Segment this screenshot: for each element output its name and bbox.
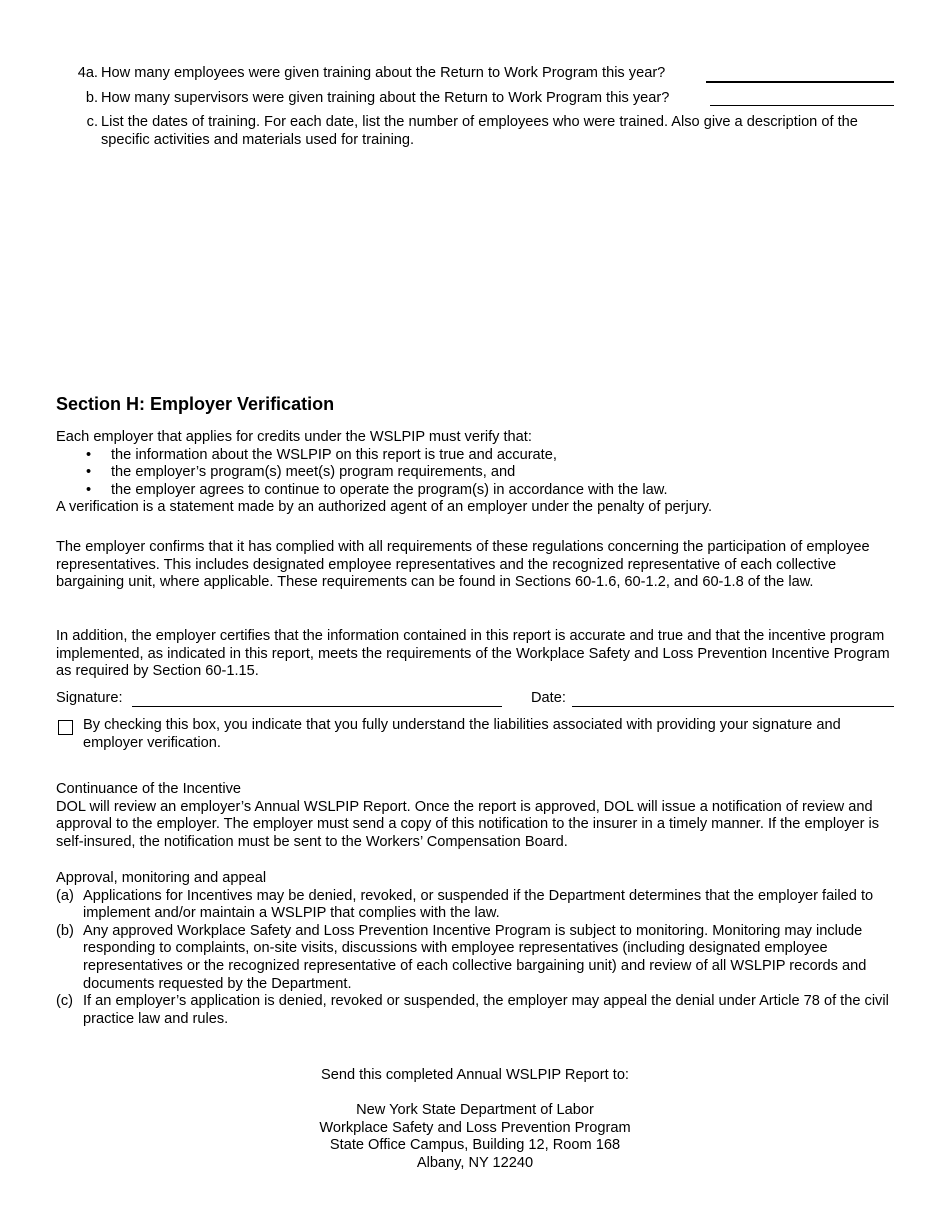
approval-item <box>56 923 896 993</box>
approval-item-text: Applications for Incentives may be denied, revoked, or suspended if the Department determines that the employer failed to implement and/or maintain a WSLPIP that complies with the law. <box>83 887 874 922</box>
question-text: How many supervisors were given training about the Return to Work Program this year? <box>101 90 670 106</box>
bullet-item: • the employer agrees to continue to operate the program(s) in accordance with the law. <box>56 482 896 500</box>
approval-section <box>56 870 896 1028</box>
signature-field[interactable] <box>132 706 502 707</box>
question-text: How many employees were given training about the Return to Work Program this year? <box>101 65 666 81</box>
address-line: Workplace Safety and Loss Prevention Program <box>319 1119 631 1136</box>
bullet-item: • the employer’s program(s) meet(s) program requirements, and <box>56 464 896 482</box>
answer-4a-field[interactable] <box>706 66 894 83</box>
address-line: State Office Campus, Building 12, Room 168 <box>329 1137 621 1154</box>
approval-item <box>56 993 896 1028</box>
verification-intro: Each employer that applies for credits under the WSLPIP must verify that: <box>56 429 532 445</box>
approval-item-text: Any approved Workplace Safety and Loss Prevention Incentive Program is subject to monitoring. Monitoring may include responding to complaints, on-site visits, discussions with employee representatives (including designated employee representatives or the recognized representative of each collective bargaining unit) and review of all WSLPIP records and documents requested by the Department. <box>83 922 867 992</box>
date-field[interactable] <box>572 706 894 707</box>
approval-item <box>56 888 896 923</box>
answer-4c-area[interactable] <box>97 155 895 370</box>
verification-requirements <box>56 429 896 517</box>
approval-item-label: (c) <box>56 993 74 1010</box>
continuance-heading: Continuance of the Incentive <box>56 781 241 797</box>
question-number: b. <box>85 90 98 106</box>
approval-item-text: If an employer’s application is denied, revoked or suspended, the employer may appeal the denial under Article 78 of the civil practice law and rules. <box>83 993 889 1027</box>
signature-label: Signature: <box>56 690 123 706</box>
question-number: c. <box>86 114 98 130</box>
compliance-paragraph: The employer confirms that it has complied with all requirements of these regulations concerning the participation of employee representatives. This includes designated employee representatives and the recognized representative of each collective bargaining unit, where applicable. These requirements can be found in Sections 60-1.6, 60-1.2, and 60-1.8 of the law. <box>56 539 870 591</box>
send-to-intro: Send this completed Annual WSLPIP Report to: <box>320 1067 629 1083</box>
address-line: Albany, NY 12240 <box>416 1154 534 1171</box>
verification-checkbox[interactable] <box>58 720 73 735</box>
continuance-text: DOL will review an employer’s Annual WSLPIP Report. Once the report is approved, DOL will issue a notification of review and approval to the employer. The employer must send a copy of this notification to the insurer in a timely manner. If the employer is self-insured, the notification must be sent to the Workers’ Compensation Board. <box>56 798 880 850</box>
address-line: New York State Department of Labor <box>356 1102 594 1118</box>
verification-definition: A verification is a statement made by an authorized agent of an employer under the penalty of perjury. <box>56 499 713 516</box>
question-text: List the dates of training. For each date, list the number of employees who were trained. Also give a description of the specific activities and materials used for training. <box>101 114 858 148</box>
checkbox-label: By checking this box, you indicate that you fully understand the liabilities associated with providing your signature and employer verification. <box>83 717 841 751</box>
answer-4b-field[interactable] <box>710 90 894 106</box>
certification-paragraph: In addition, the employer certifies that the information contained in this report is accurate and true and that the incentive program implemented, as indicated in this report, meets the requirements of the Workplace Safety and Loss Prevention Incentive Program as required by Section 60-1.15. <box>56 628 890 680</box>
continuance-section <box>56 781 896 851</box>
verification-bullets <box>56 447 896 500</box>
date-label: Date: <box>531 690 566 706</box>
bullet-item: • the information about the WSLPIP on this report is true and accurate, <box>56 447 896 465</box>
approval-item-label: (a) <box>56 887 74 904</box>
mailing-address <box>0 1102 950 1172</box>
approval-item-label: (b) <box>56 922 74 939</box>
question-number: 4a. <box>77 65 98 81</box>
approval-heading: Approval, monitoring and appeal <box>56 870 267 886</box>
section-h-title: Section H: Employer Verification <box>56 394 335 414</box>
